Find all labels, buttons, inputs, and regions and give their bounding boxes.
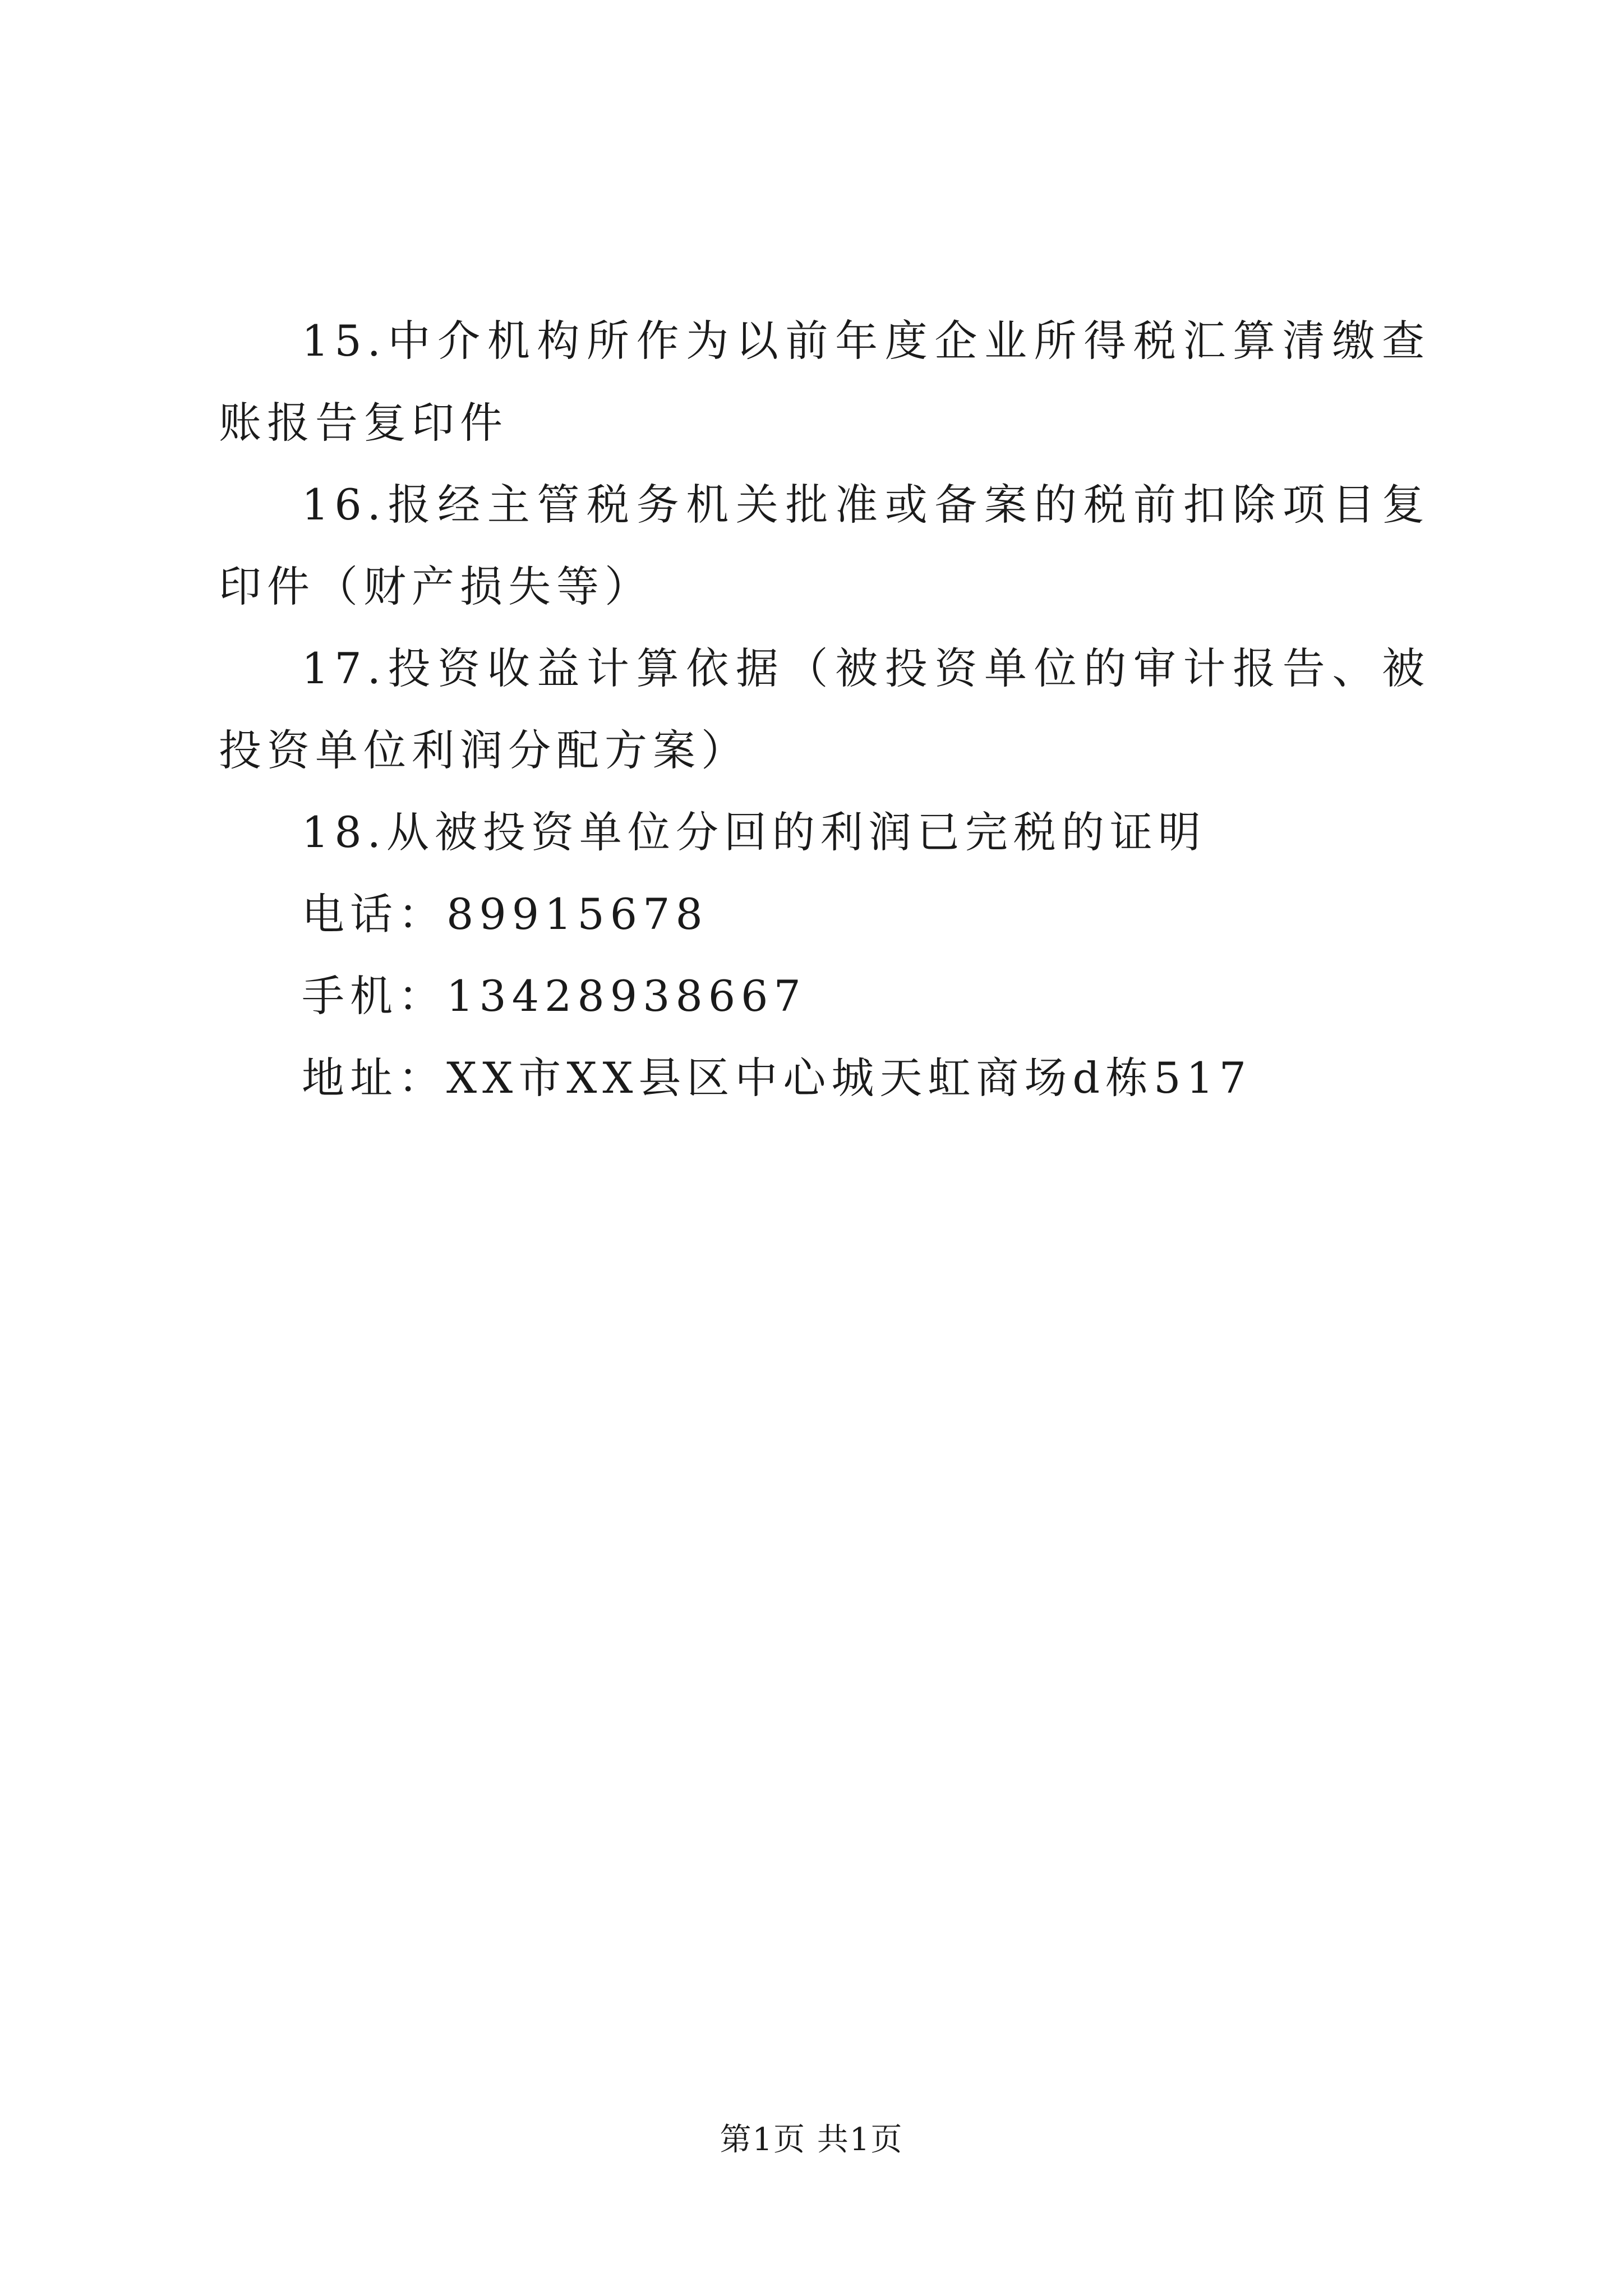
mobile-line: 手机：13428938667	[302, 971, 806, 1021]
document-body	[219, 300, 1430, 1119]
phone-line: 电话：89915678	[302, 889, 708, 939]
item-17: 17.投资收益计算依据（被投资单位的审计报告、被投资单位利润分配方案）	[219, 643, 1430, 775]
item-15: 15.中介机构所作为以前年度企业所得税汇算清缴查账报告复印件	[219, 316, 1430, 448]
address-line: 地址：XX市XX县区中心城天虹商场d栋517	[302, 1053, 1252, 1103]
page-footer: 第1页 共1页	[720, 2122, 903, 2158]
item-18: 18.从被投资单位分回的利润已完税的证明	[302, 807, 1206, 857]
item-16: 16.报经主管税务机关批准或备案的税前扣除项目复印件（财产损失等）	[219, 480, 1430, 611]
